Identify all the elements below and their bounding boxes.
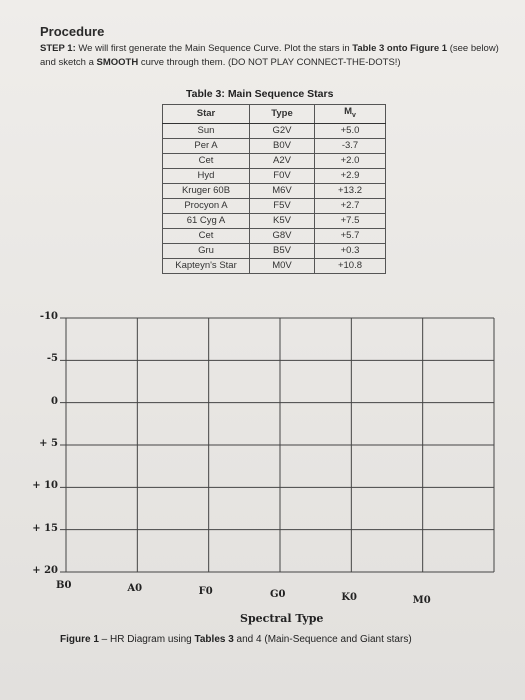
- cell-mv: +0.3: [315, 243, 386, 258]
- caption-text-2: and 4 (Main-Sequence and Giant stars): [233, 634, 412, 645]
- x-tick-label: M0: [412, 595, 431, 606]
- caption-text-1: – HR Diagram using: [98, 634, 195, 645]
- x-tick-label: A0: [127, 583, 143, 594]
- cell-star: Kruger 60B: [163, 183, 250, 198]
- cell-star: 61 Cyg A: [163, 213, 250, 228]
- step-text-3: curve through them. (DO NOT PLAY CONNECT-THE-DOTS!): [138, 57, 401, 68]
- cell-mv: +10.8: [315, 258, 386, 273]
- cell-mv: +2.0: [315, 153, 386, 168]
- step-text-2: (see below) and sketch a: [40, 43, 499, 68]
- y-tick-label: + 5: [39, 438, 58, 449]
- y-tick-label: + 10: [32, 480, 58, 492]
- table-3-title: Table 3: Main Sequence Stars: [186, 88, 334, 100]
- step-bold-2: SMOOTH: [96, 57, 139, 68]
- cell-mv: +7.5: [315, 213, 386, 228]
- x-tick-label: F0: [198, 586, 213, 597]
- cell-mv: +13.2: [315, 183, 386, 198]
- step-bold-1: Table 3 onto Figure 1: [352, 43, 448, 54]
- cell-type: M6V: [250, 183, 315, 198]
- x-tick-label: K0: [341, 592, 357, 603]
- cell-star: Sun: [163, 123, 250, 138]
- cell-type: B5V: [250, 243, 315, 258]
- cell-type: G8V: [250, 228, 315, 243]
- y-tick-label: 0: [51, 395, 58, 407]
- y-tick-label: + 15: [32, 522, 58, 534]
- cell-star: Procyon A: [163, 198, 250, 213]
- x-tick-label: B0: [56, 580, 72, 591]
- cell-mv: -3.7: [315, 138, 386, 153]
- cell-star: Kapteyn's Star: [163, 258, 250, 273]
- header-star: Star: [163, 105, 250, 124]
- cell-type: M0V: [250, 258, 315, 273]
- step-label: STEP 1:: [40, 43, 76, 54]
- cell-type: B0V: [250, 138, 315, 153]
- cell-type: K5V: [250, 213, 315, 228]
- cell-star: Gru: [163, 243, 250, 258]
- y-tick-label: -5: [46, 353, 58, 365]
- header-type: Type: [250, 105, 315, 124]
- cell-star: Per A: [163, 138, 250, 153]
- step-text-1: We will first generate the Main Sequence Curve. Plot the stars in: [75, 43, 353, 54]
- cell-type: F5V: [250, 198, 315, 213]
- cell-mv: +2.7: [315, 198, 386, 213]
- x-axis-title: Spectral Type: [240, 612, 324, 625]
- cell-mv: +2.9: [315, 168, 386, 183]
- y-tick-label: -10: [39, 311, 58, 322]
- procedure-heading: Procedure: [40, 24, 105, 39]
- cell-type: F0V: [250, 168, 315, 183]
- header-mv-subscript: v: [352, 111, 356, 119]
- cell-mv: +5.7: [315, 228, 386, 243]
- cell-star: Cet: [163, 228, 250, 243]
- cell-star: Cet: [163, 153, 250, 168]
- cell-star: Hyd: [163, 168, 250, 183]
- cell-type: A2V: [250, 153, 315, 168]
- cell-mv: +5.0: [315, 123, 386, 138]
- cell-type: G2V: [250, 123, 315, 138]
- figure-1-caption: [60, 634, 510, 645]
- x-tick-label: G0: [270, 589, 286, 600]
- header-mv: $M_v$: [315, 105, 386, 124]
- caption-bold-1: Figure 1: [60, 634, 99, 645]
- caption-bold-2: Tables 3: [194, 634, 234, 645]
- y-tick-label: + 20: [32, 565, 58, 576]
